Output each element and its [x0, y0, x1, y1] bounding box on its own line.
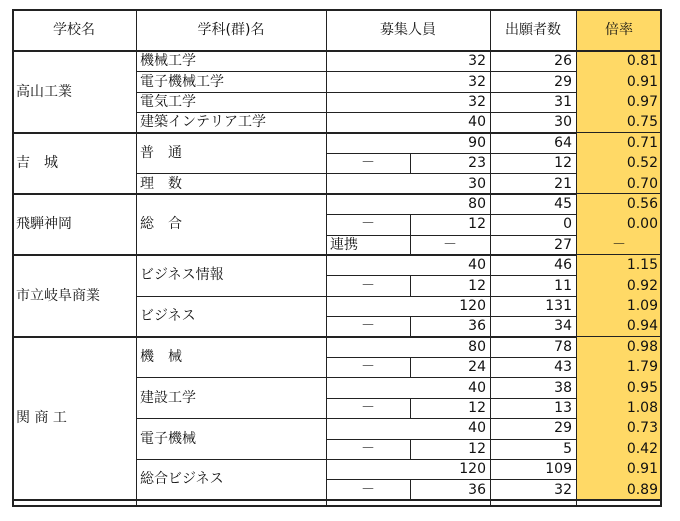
header-school: 学校名: [53, 22, 95, 38]
col-divider-ratio: [576, 9, 577, 507]
department-name: 機 械: [140, 348, 182, 365]
quota-value: －: [443, 236, 457, 253]
applicants-value: 0: [563, 216, 572, 233]
ratio-value: 0.42: [626, 440, 658, 457]
table-left-border: [12, 9, 14, 507]
sub-course-label: 連携: [330, 236, 358, 253]
ratio-value: 0.95: [626, 379, 658, 396]
applicants-value: 21: [554, 175, 572, 192]
applicants-value: 31: [554, 93, 572, 110]
sub-course-label: －: [361, 440, 375, 457]
ratio-value: 0.98: [626, 338, 658, 355]
ratio-value: 0.91: [626, 73, 658, 90]
table-top-border: [12, 9, 662, 11]
ratio-value: 0.56: [626, 195, 658, 212]
table-right-border: [660, 9, 662, 507]
quota-value: 40: [468, 379, 486, 396]
quota-value: 12: [468, 440, 486, 457]
quota-value: 24: [468, 359, 486, 376]
applicants-value: 30: [554, 114, 572, 131]
department-name: 建築インテリア工学: [140, 114, 266, 131]
header-ratio: 倍率: [605, 22, 633, 38]
ratio-value: 0.71: [626, 134, 658, 151]
sub-course-label: －: [361, 359, 375, 376]
quota-value: 90: [468, 134, 486, 151]
sub-course-label: －: [361, 399, 375, 416]
applicants-value: 109: [545, 461, 572, 478]
department-name: 電子機械: [140, 430, 196, 447]
applicants-value: 43: [554, 359, 572, 376]
ratio-value: 0.73: [626, 420, 658, 437]
quota-value: 120: [459, 461, 486, 478]
department-name: 普 通: [140, 144, 182, 161]
school-name: 吉 城: [16, 155, 58, 172]
school-name: 関 商 工: [16, 410, 67, 427]
applicants-value: 131: [545, 297, 572, 314]
ratio-value: 0.00: [626, 216, 658, 233]
quota-value: 120: [459, 297, 486, 314]
school-name: 市立岐阜商業: [16, 287, 100, 304]
header-quota: 募集人員: [380, 22, 436, 38]
applicants-value: 34: [554, 318, 572, 335]
sub-course-label: －: [361, 216, 375, 233]
quota-value: 32: [468, 93, 486, 110]
quota-value: 40: [468, 420, 486, 437]
department-name: ビジネス: [140, 308, 196, 325]
quota-value: 40: [468, 114, 486, 131]
applicants-value: 45: [554, 195, 572, 212]
applicants-value: 64: [554, 134, 572, 151]
quota-value: 36: [468, 318, 486, 335]
quota-value: 32: [468, 53, 486, 70]
ratio-value: 1.08: [626, 399, 658, 416]
ratio-value: 0.81: [626, 53, 658, 70]
ratio-value: 0.70: [626, 175, 658, 192]
school-name: 飛騨神岡: [16, 216, 72, 233]
ratio-value: 0.75: [626, 114, 658, 131]
applicants-value: 29: [554, 420, 572, 437]
applicants-value: 5: [563, 440, 572, 457]
school-divider: [12, 499, 662, 501]
applicants-value: 29: [554, 73, 572, 90]
applicants-value: 32: [554, 481, 572, 498]
quota-value: 30: [468, 175, 486, 192]
sub-course-label: －: [361, 277, 375, 294]
ratio-value: 0.97: [626, 93, 658, 110]
applicants-value: 78: [554, 338, 572, 355]
quota-value: 12: [468, 399, 486, 416]
applicants-value: 12: [554, 155, 572, 172]
department-name: 総 合: [140, 216, 182, 233]
quota-value: 80: [468, 338, 486, 355]
ratio-value: 0.92: [626, 277, 658, 294]
quota-value: 12: [468, 216, 486, 233]
applicants-value: 26: [554, 53, 572, 70]
ratio-value: －: [612, 236, 626, 253]
department-name: 総合ビジネス: [140, 471, 224, 488]
applicants-value: 38: [554, 379, 572, 396]
department-name: ビジネス情報: [140, 267, 224, 284]
sub-course-label: －: [361, 481, 375, 498]
department-name: 建設工学: [140, 389, 196, 406]
quota-value: 12: [468, 277, 486, 294]
ratio-value: 0.94: [626, 318, 658, 335]
applicants-value: 13: [554, 399, 572, 416]
ratio-value: 0.91: [626, 461, 658, 478]
quota-value: 36: [468, 481, 486, 498]
header-department: 学科(群)名: [197, 22, 265, 38]
header-divider: [12, 50, 662, 52]
quota-value: 80: [468, 195, 486, 212]
quota-value: 23: [468, 155, 486, 172]
col-divider-quota: [326, 9, 327, 507]
sub-course-label: －: [361, 318, 375, 335]
school-name: 高山工業: [16, 83, 72, 100]
ratio-value: 0.52: [626, 155, 658, 172]
admission-ratio-table: [12, 9, 662, 507]
quota-value: 32: [468, 73, 486, 90]
col-divider-applicants: [490, 9, 491, 507]
ratio-value: 0.89: [626, 481, 658, 498]
ratio-value: 1.15: [626, 257, 658, 274]
applicants-value: 27: [554, 236, 572, 253]
col-divider-dept: [136, 9, 137, 507]
table-bottom-border: [12, 505, 662, 507]
sub-course-label: －: [361, 155, 375, 172]
department-name: 理 数: [140, 175, 182, 192]
department-name: 電子機械工学: [140, 73, 224, 90]
applicants-value: 11: [554, 277, 572, 294]
ratio-value: 1.79: [626, 359, 658, 376]
quota-value: 40: [468, 257, 486, 274]
ratio-value: 1.09: [626, 297, 658, 314]
department-name: 機械工学: [140, 53, 196, 70]
department-name: 電気工学: [140, 93, 196, 110]
applicants-value: 46: [554, 257, 572, 274]
header-applicants: 出願者数: [505, 22, 561, 38]
